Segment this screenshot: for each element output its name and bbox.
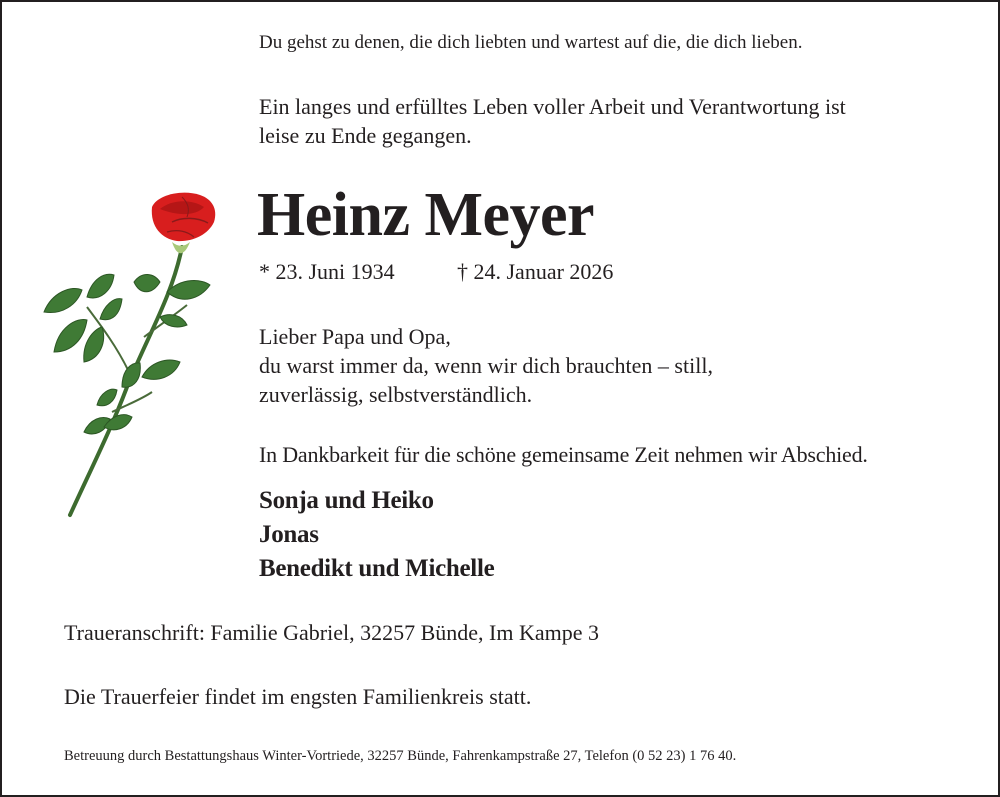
birth-date: * 23. Juni 1934 [259,259,395,284]
intro-line: leise zu Ende gegangen. [259,123,472,148]
intro-text [259,92,846,150]
mourner-name: Benedikt und Michelle [259,555,495,582]
mourner-name: Sonja und Heiko [259,487,434,514]
message-line: Lieber Papa und Opa, [259,324,451,349]
mourning-address: Traueranschrift: Familie Gabriel, 32257 Bünde, Im Kampe 3 [64,620,600,645]
intro-line: Ein langes und erfülltes Leben voller Arbeit und Verantwortung ist [259,94,846,119]
funeral-home-credit: Betreuung durch Bestattungshaus Winter-Vortriede, 32257 Bünde, Fahrenkampstraße 27, Telefon (0 52 23) 1 76 40. [64,748,737,764]
farewell-text: In Dankbarkeit für die schöne gemeinsame Zeit nehmen wir Abschied. [259,442,868,467]
message-line: du warst immer da, wenn wir dich brauchten – still, [259,353,713,378]
mourner-name: Jonas [259,521,319,548]
message-line: zuverlässig, selbstverständlich. [259,382,533,407]
motto-quote: Du gehst zu denen, die dich liebten und wartest auf die, die dich lieben. [259,32,803,53]
personal-message [259,322,713,409]
deceased-name: Heinz Meyer [257,181,595,249]
mourners-list [259,484,494,586]
death-date: † 24. Januar 2026 [457,259,614,284]
ceremony-note: Die Trauerfeier findet im engsten Familienkreis statt. [64,684,532,709]
red-rose-icon [32,187,232,527]
